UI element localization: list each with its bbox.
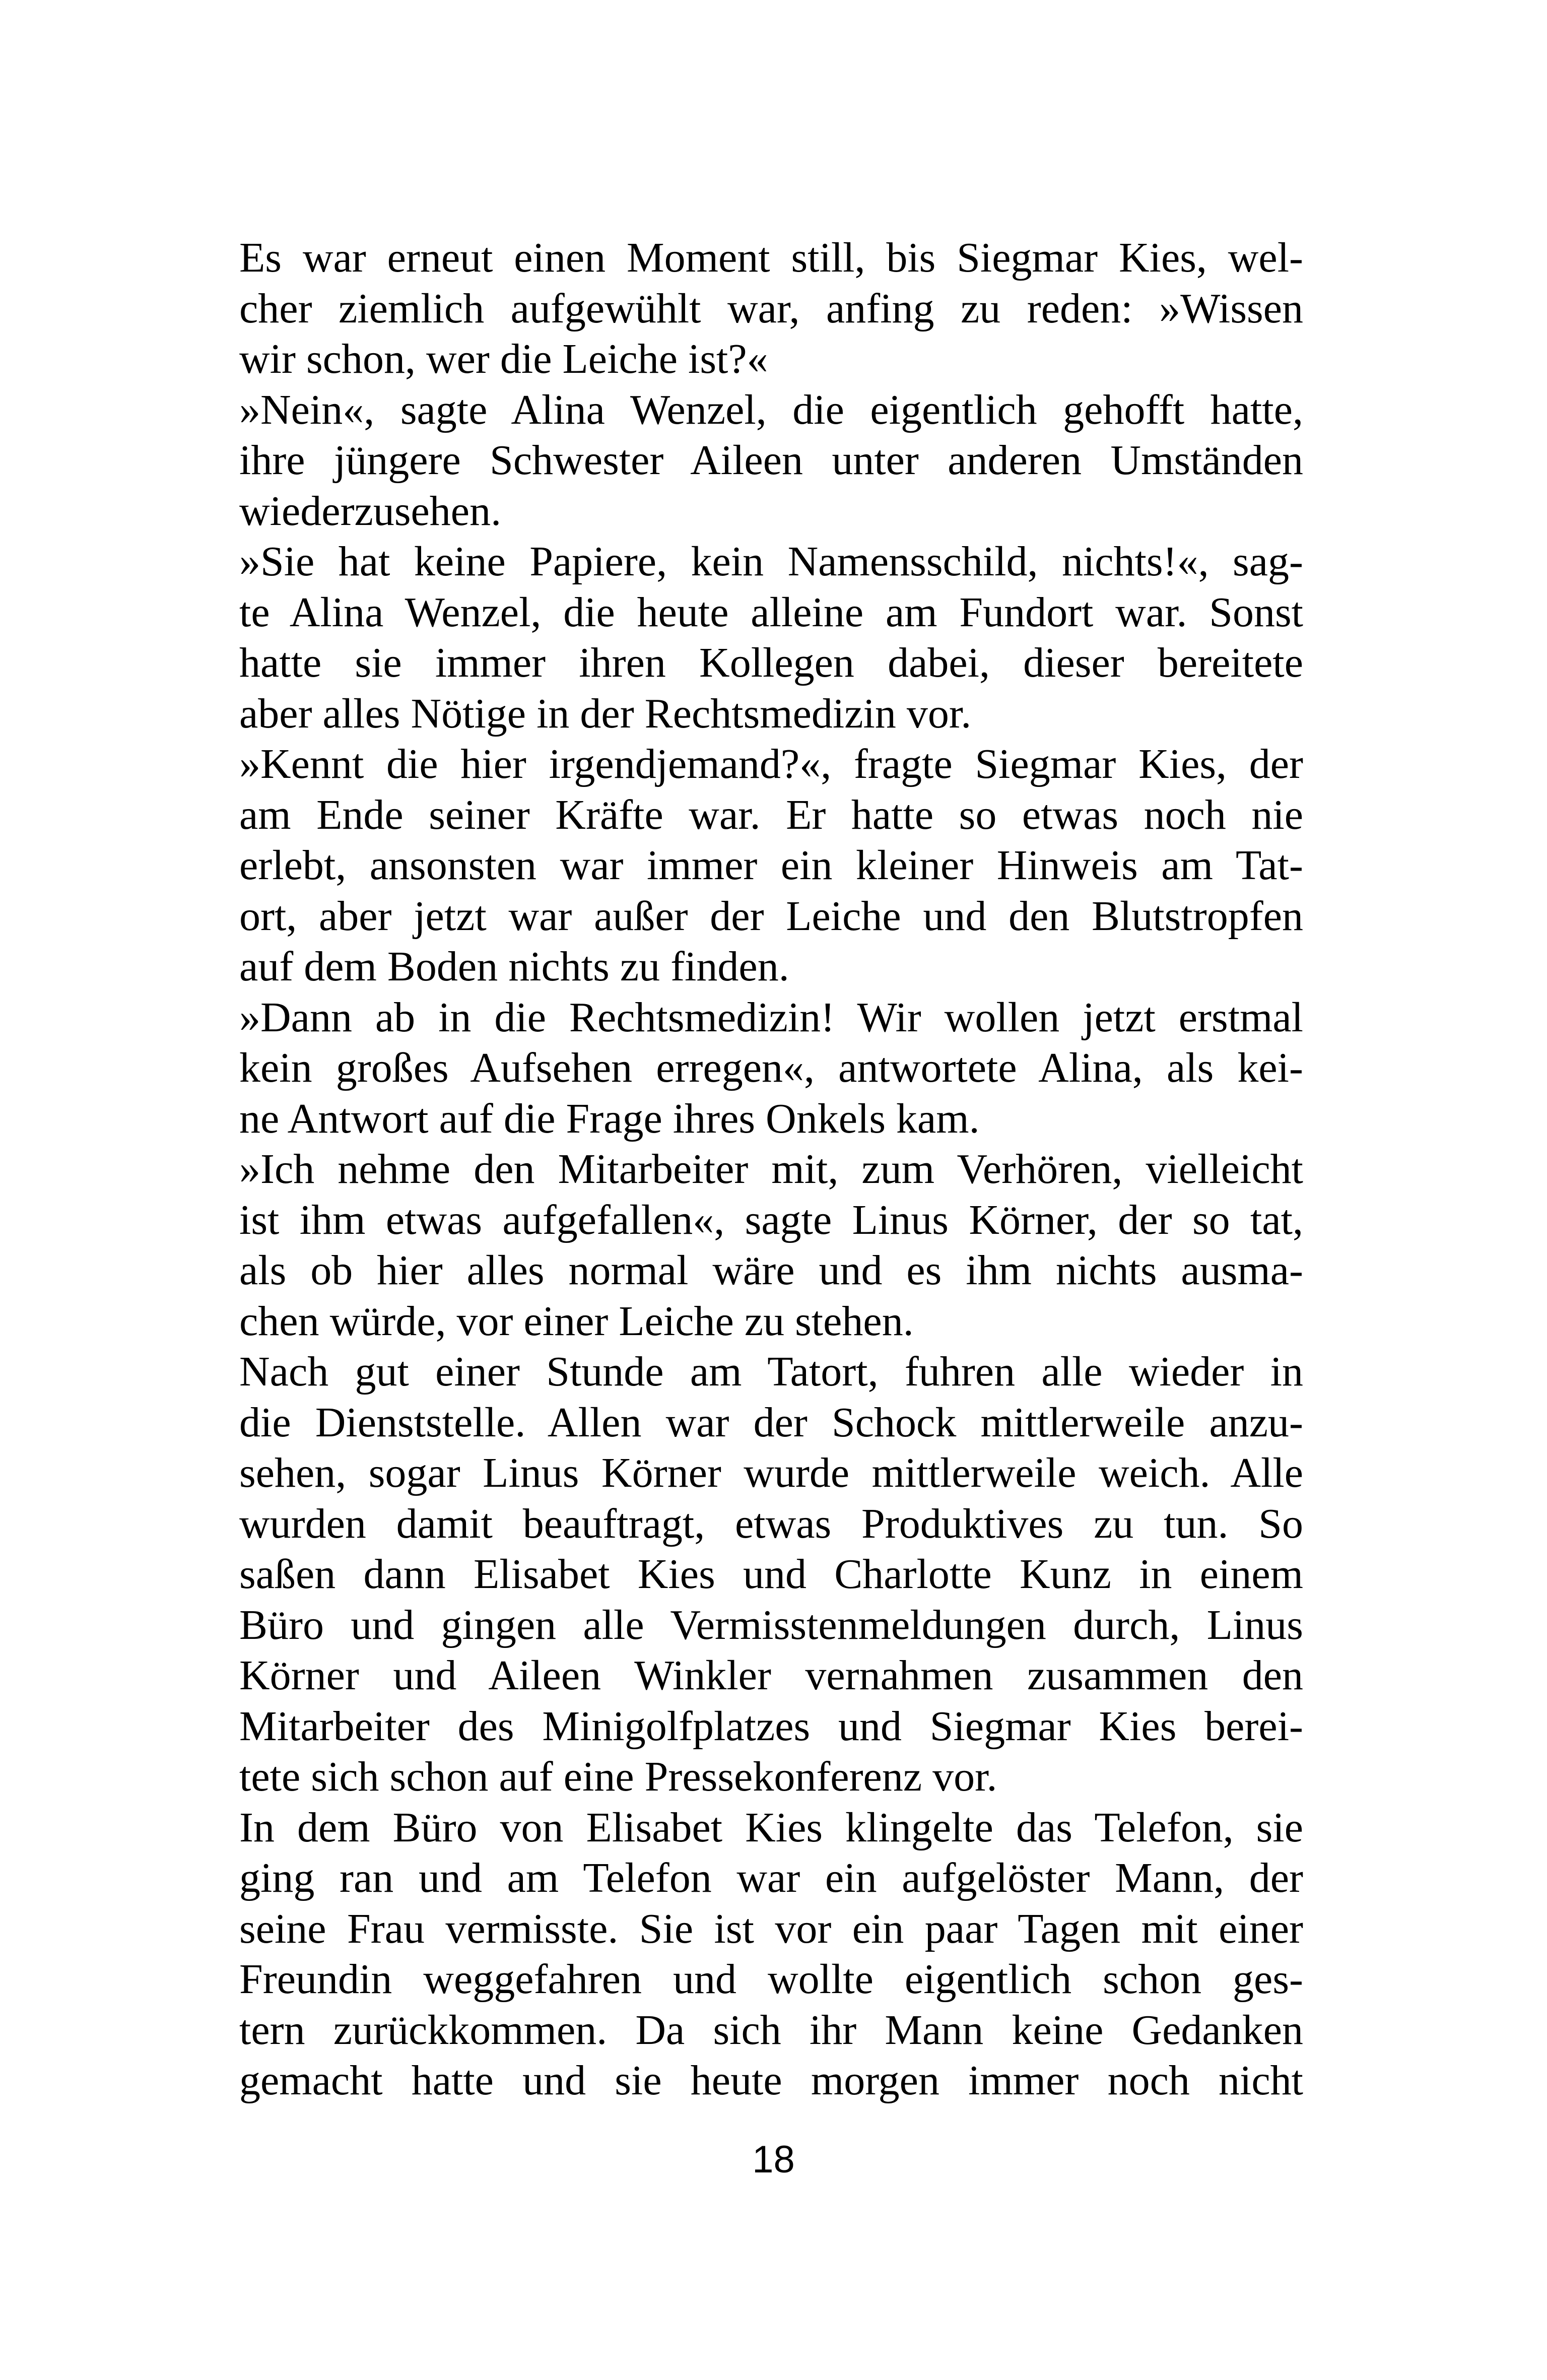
text-line: tern zurückkommen. Da sich ihr Mann keine Gedanken [239,2006,1303,2054]
text-line: Nach gut einer Stunde am Tatort, fuhren alle wieder in [239,1348,1303,1395]
text-line: erlebt, ansonsten war immer ein kleiner Hinweis am Tat- [239,842,1303,889]
text-line: ne Antwort auf die Frage ihres Onkels kam. [239,1095,980,1142]
text-line: saßen dann Elisabet Kies und Charlotte Kunz in einem [239,1551,1303,1598]
text-line: am Ende seiner Kräfte war. Er hatte so etwas noch nie [239,791,1303,838]
text-line: Es war erneut einen Moment still, bis Siegmar Kies, wel- [239,234,1303,281]
text-line: wir schon, wer die Leiche ist?« [239,336,768,382]
text-line: cher ziemlich aufgewühlt war, anfing zu reden: »Wissen [239,285,1303,332]
text-line: wiederzusehen. [239,487,502,535]
text-line: chen würde, vor einer Leiche zu stehen. [239,1297,914,1345]
text-line: te Alina Wenzel, die heute alleine am Fundort war. Sonst [239,588,1303,636]
text-line: Büro und gingen alle Vermisstenmeldungen durch, Linus [239,1601,1303,1648]
text-line: sehen, sogar Linus Körner wurde mittlerweile weich. Alle [239,1449,1303,1496]
text-line: ort, aber jetzt war außer der Leiche und den Blutstropfen [239,892,1303,940]
text-line: Körner und Aileen Winkler vernahmen zusammen den [239,1652,1303,1699]
text-line: seine Frau vermisste. Sie ist vor ein paar Tagen mit einer [239,1905,1303,1952]
text-line: In dem Büro von Elisabet Kies klingelte das Telefon, sie [239,1804,1303,1851]
text-line: die Dienststelle. Allen war der Schock mittlerweile anzu- [239,1399,1303,1446]
text-line: als ob hier alles normal wäre und es ihm nichts ausma- [239,1247,1303,1294]
text-line: aber alles Nötige in der Rechtsmedizin vor. [239,690,972,737]
text-line: hatte sie immer ihren Kollegen dabei, dieser bereitete [239,639,1303,686]
text-line: »Sie hat keine Papiere, kein Namensschild, nichts!«, sag- [239,538,1303,585]
text-line: ging ran und am Telefon war ein aufgelöster Mann, der [239,1855,1303,1901]
text-line: gemacht hatte und sie heute morgen immer noch nicht [239,2057,1303,2104]
text-line: kein großes Aufsehen erregen«, antwortete Alina, als kei- [239,1044,1303,1091]
text-line: Mitarbeiter des Minigolfplatzes und Siegmar Kies berei- [239,1702,1303,1750]
text-line: »Dann ab in die Rechtsmedizin! Wir wollen jetzt erstmal [239,994,1303,1041]
text-line: »Nein«, sagte Alina Wenzel, die eigentlich gehofft hatte, [239,386,1303,433]
text-line: tete sich schon auf eine Pressekonferenz vor. [239,1753,997,1800]
text-line: »Kennt die hier irgendjemand?«, fragte Siegmar Kies, der [239,741,1303,787]
text-line: auf dem Boden nichts zu finden. [239,943,789,990]
text-line: wurden damit beauftragt, etwas Produktives zu tun. So [239,1500,1303,1547]
body-text [239,233,1303,2106]
text-line: »Ich nehme den Mitarbeiter mit, zum Verhören, vielleicht [239,1146,1303,1193]
page-number: 18 [752,2138,795,2181]
text-line: ist ihm etwas aufgefallen«, sagte Linus Körner, der so tat, [239,1196,1303,1243]
text-line: Freundin weggefahren und wollte eigentlich schon ges- [239,1956,1303,2003]
text-line: ihre jüngere Schwester Aileen unter anderen Umständen [239,437,1303,484]
